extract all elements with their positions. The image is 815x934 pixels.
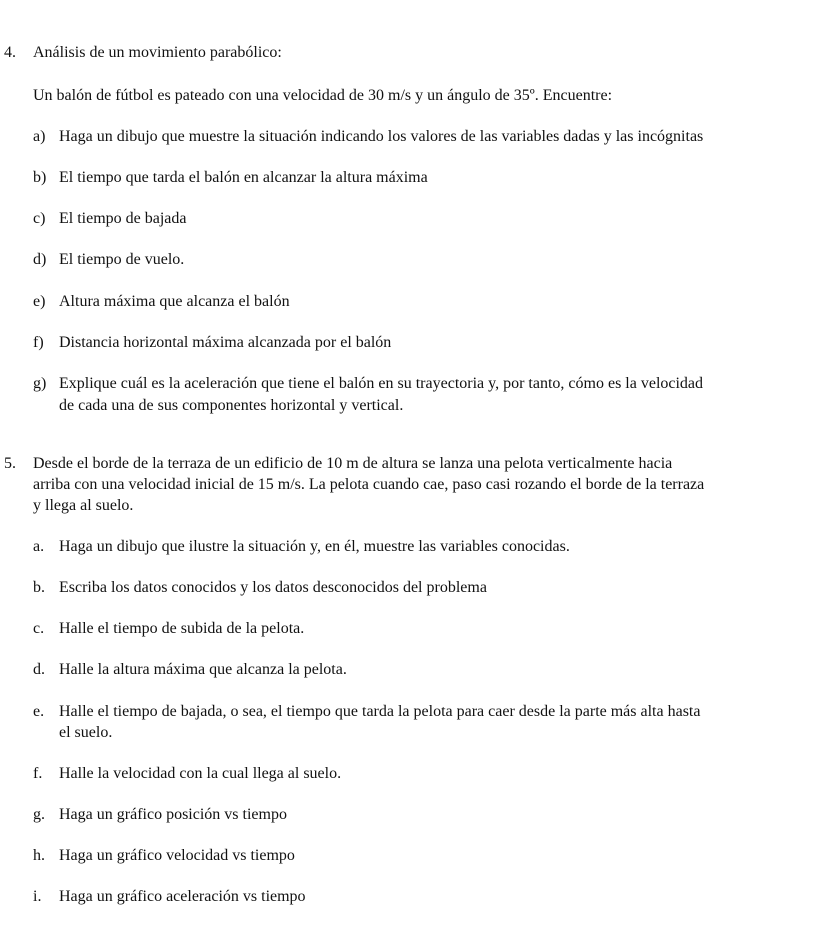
item-text: Haga un dibujo que ilustre la situación y, en él, muestre las variables conocidas. (59, 538, 570, 555)
item-text-line-1: Explique cuál es la aceleración que tiene el balón en su trayectoria y, por tanto, cómo es la velocidad (59, 375, 704, 392)
item-text: El tiempo de vuelo. (59, 251, 185, 268)
item-letter: g) (33, 375, 47, 392)
question-4-statement: Un balón de fútbol es pateado con una velocidad de 30 m/s y un ángulo de 35º. Encuentre: (33, 87, 613, 104)
item-text: Escriba los datos conocidos y los datos desconocidos del problema (59, 579, 487, 596)
item-text: Halle el tiempo de subida de la pelota. (59, 620, 305, 637)
question-5-statement-line-2: arriba con una velocidad inicial de 15 m/s. La pelota cuando cae, paso casi rozando el borde de la terraza (33, 476, 705, 493)
item-text: Haga un gráfico aceleración vs tiempo (59, 888, 306, 905)
item-letter: i. (33, 888, 42, 905)
item-letter: b) (33, 169, 47, 186)
question-5-statement-line-1: Desde el borde de la terraza de un edificio de 10 m de altura se lanza una pelota verticalmente hacia (33, 455, 673, 472)
item-text: Halle la altura máxima que alcanza la pelota. (59, 661, 347, 678)
item-letter: b. (33, 579, 45, 596)
item-letter: f) (33, 334, 44, 351)
item-text: Haga un gráfico posición vs tiempo (59, 806, 287, 823)
item-text: Halle la velocidad con la cual llega al suelo. (59, 765, 342, 782)
item-letter: c) (33, 210, 46, 227)
question-5-number: 5. (4, 455, 16, 472)
item-letter: e. (33, 703, 45, 720)
item-letter: f. (33, 765, 43, 782)
item-letter: d) (33, 251, 47, 268)
item-letter: c. (33, 620, 45, 637)
item-text-line-2: de cada una de sus componentes horizontal y vertical. (59, 397, 404, 414)
item-text-line-1: Halle el tiempo de bajada, o sea, el tiempo que tarda la pelota para caer desde la parte más alta hasta (59, 703, 701, 720)
question-4-number: 4. (4, 44, 16, 61)
item-letter: g. (33, 806, 45, 823)
item-text: Haga un gráfico velocidad vs tiempo (59, 847, 295, 864)
item-letter: a. (33, 538, 45, 555)
question-4-title: Análisis de un movimiento parabólico: (33, 44, 282, 61)
item-text: Distancia horizontal máxima alcanzada por el balón (59, 334, 392, 351)
item-text: Altura máxima que alcanza el balón (59, 293, 290, 310)
question-5-statement-line-3: y llega al suelo. (33, 497, 134, 514)
item-letter: h. (33, 847, 45, 864)
item-text-line-2: el suelo. (59, 724, 113, 741)
item-letter: e) (33, 293, 46, 310)
item-letter: a) (33, 128, 46, 145)
item-text: El tiempo de bajada (59, 210, 187, 227)
item-text: Haga un dibujo que muestre la situación indicando los valores de las variables dadas y las incógnitas (59, 128, 704, 145)
item-text: El tiempo que tarda el balón en alcanzar la altura máxima (59, 169, 428, 186)
item-letter: d. (33, 661, 45, 678)
